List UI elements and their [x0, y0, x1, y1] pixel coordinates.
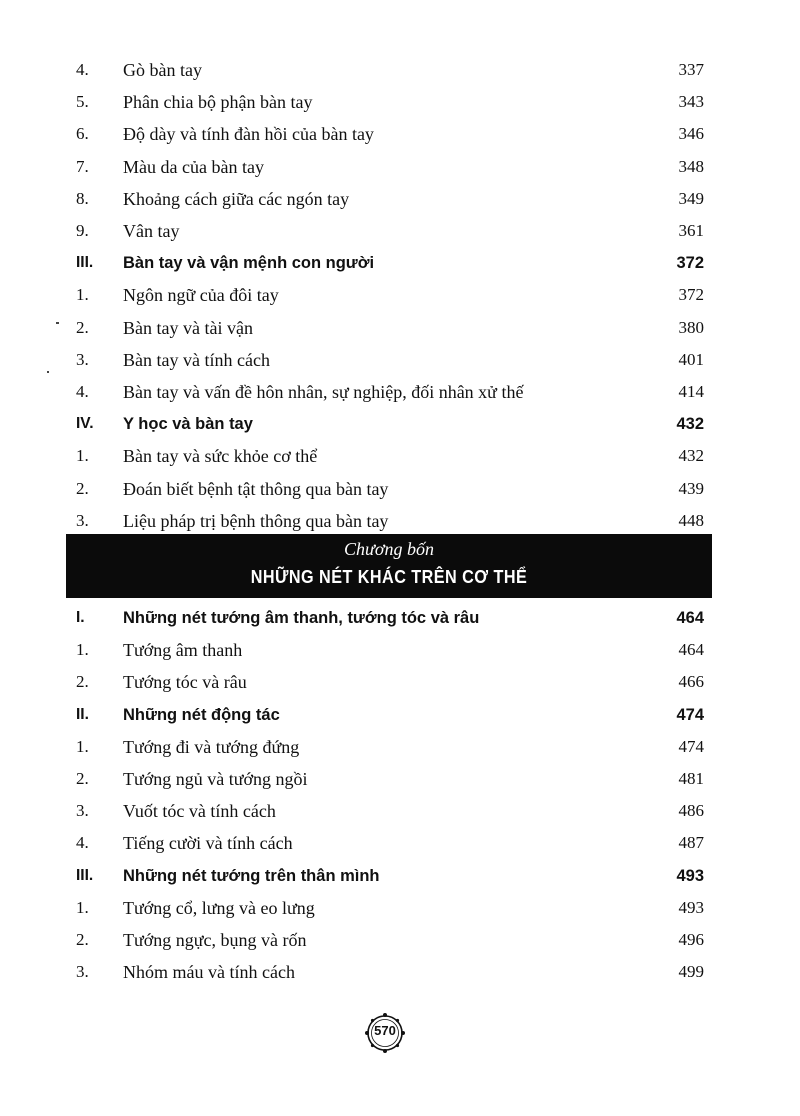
toc-entry-title: Tiếng cười và tính cách	[123, 833, 293, 854]
toc-entry-number: 2.	[76, 930, 89, 949]
toc-entry-page: 401	[678, 349, 704, 369]
toc-entry-number: 2.	[76, 317, 89, 337]
toc-entry-page: 349	[678, 188, 704, 208]
toc-entry-row	[76, 795, 704, 827]
toc-entry-page: 474	[676, 705, 704, 724]
toc-entry-title: Những nét động tác	[123, 705, 280, 724]
toc-entry-page: 448	[678, 510, 704, 530]
toc-entry-row	[76, 376, 704, 408]
toc-entry-number: 1.	[76, 285, 89, 305]
chapter-title: NHỮNG NÉT KHÁC TRÊN CƠ THỂ	[250, 567, 528, 587]
toc-entry-title: Tướng tóc và râu	[123, 672, 247, 693]
toc-entry-title: Tướng đi và tướng đứng	[123, 736, 300, 757]
toc-entry-row	[76, 892, 704, 924]
toc-entry-number: II.	[76, 705, 89, 723]
toc-entry-page: 432	[678, 446, 704, 466]
toc-entry-title: Tướng ngực, bụng và rốn	[123, 930, 307, 950]
toc-entry-row	[76, 151, 704, 183]
toc-entry-page: 432	[676, 415, 704, 434]
toc-entry-page: 486	[678, 801, 704, 821]
toc-entry-number: 4.	[76, 833, 89, 853]
scan-speck	[56, 322, 59, 324]
toc-section-row	[76, 699, 704, 731]
toc-entry-title: Những nét tướng trên thân mình	[123, 866, 380, 885]
toc-entry-title: Độ dày và tính đàn hồi của bàn tay	[123, 124, 374, 145]
toc-entry-number: 1.	[76, 736, 89, 756]
toc-entry-page: 464	[678, 640, 704, 660]
toc-entry-row	[76, 763, 704, 795]
toc-entry-page: 466	[678, 672, 704, 692]
toc-entry-title: Bàn tay và vận mệnh con người	[123, 254, 375, 273]
toc-entry-title: Y học và bàn tay	[123, 415, 253, 434]
toc-entry-page: 337	[678, 60, 704, 79]
toc-entry-number: 4.	[76, 60, 89, 79]
toc-entry-page: 487	[678, 833, 704, 853]
toc-entry-row	[76, 731, 704, 763]
toc-entry-row	[76, 473, 704, 505]
toc-entry-title: Liệu pháp trị bệnh thông qua bàn tay	[123, 510, 389, 531]
page-number-seal	[364, 1012, 406, 1054]
toc-entry-row	[76, 279, 704, 311]
toc-entry-title: Vân tay	[123, 221, 180, 241]
toc-entry-title: Khoảng cách giữa các ngón tay	[123, 188, 350, 209]
toc-entry-page: 372	[676, 254, 704, 273]
toc-entry-page: 499	[678, 962, 704, 982]
toc-entry-row	[76, 666, 704, 698]
toc-entry-number: 6.	[76, 124, 89, 144]
toc-section-row	[76, 247, 704, 279]
toc-entry-row	[76, 440, 704, 472]
toc-entry-number: 3.	[76, 801, 89, 821]
toc-entry-page: 346	[678, 124, 704, 144]
toc-entry-number: III.	[76, 866, 94, 884]
toc-entry-number: I.	[76, 609, 85, 626]
toc-section-row	[76, 408, 704, 440]
toc-section-row	[76, 860, 704, 892]
toc-entry-page: 361	[678, 221, 704, 240]
toc-entry-number: 2.	[76, 672, 89, 692]
toc-entry-row	[76, 215, 704, 247]
toc-entry-page: 474	[678, 736, 704, 756]
toc-entry-title: Tướng cổ, lưng và eo lưng	[123, 897, 315, 918]
toc-entry-title: Bàn tay và sức khỏe cơ thể	[123, 446, 318, 467]
toc-entry-title: Nhóm máu và tính cách	[123, 962, 295, 983]
toc-entry-page: 372	[678, 285, 704, 305]
toc-entry-page: 481	[678, 769, 704, 788]
toc-entry-title: Những nét tướng âm thanh, tướng tóc và râu	[123, 609, 480, 627]
toc-entry-page: 439	[678, 478, 704, 498]
toc-entry-row	[76, 956, 704, 988]
toc-entry-number: 9.	[76, 221, 89, 240]
toc-entry-page: 343	[678, 92, 704, 112]
toc-entry-number: 7.	[76, 156, 89, 176]
toc-entry-title: Bàn tay và vấn đề hôn nhân, sự nghiệp, đối nhân xử thế	[123, 382, 524, 402]
toc-entry-title: Gò bàn tay	[123, 60, 202, 80]
toc-entry-title: Phân chia bộ phận bàn tay	[123, 92, 313, 113]
toc-entry-number: 2.	[76, 769, 89, 788]
toc-entry-title: Vuốt tóc và tính cách	[123, 801, 276, 822]
toc-entry-title: Bàn tay và tính cách	[123, 349, 270, 370]
toc-entry-number: 5.	[76, 92, 89, 112]
toc-entry-title: Ngôn ngữ của đôi tay	[123, 285, 279, 306]
toc-entry-row	[76, 86, 704, 118]
toc-entry-page: 414	[678, 382, 704, 401]
toc-entry-page: 493	[676, 866, 704, 885]
toc-entry-title: Tướng ngủ và tướng ngồi	[123, 769, 308, 789]
toc-entry-number: III.	[76, 254, 94, 272]
toc-entry-title: Đoán biết bệnh tật thông qua bàn tay	[123, 478, 389, 499]
toc-entry-number: 3.	[76, 962, 89, 982]
toc-entry-page: 380	[678, 317, 704, 337]
page-number: 570	[374, 1023, 396, 1038]
toc-entry-page: 464	[676, 609, 704, 627]
toc-entry-row	[76, 312, 704, 344]
toc-entry-title: Màu da của bàn tay	[123, 156, 264, 177]
toc-entry-row	[76, 505, 704, 537]
toc-entry-number: 3.	[76, 349, 89, 369]
toc-entry-page: 496	[678, 930, 704, 949]
toc-section-row	[76, 602, 704, 634]
toc-entry-number: 1.	[76, 446, 89, 466]
toc-entry-number: 2.	[76, 478, 89, 498]
toc-entry-page: 493	[678, 897, 704, 917]
toc-entry-row	[76, 634, 704, 666]
toc-entry-title: Tướng âm thanh	[123, 640, 243, 661]
toc-entry-row	[76, 924, 704, 956]
toc-entry-number: IV.	[76, 415, 94, 433]
chapter-label: Chương bốn	[344, 539, 434, 559]
toc-entry-page: 348	[678, 156, 704, 176]
toc-entry-number: 4.	[76, 382, 89, 401]
toc-entry-row	[76, 118, 704, 150]
toc-entry-number: 1.	[76, 640, 89, 660]
scan-speck	[47, 371, 49, 373]
toc-entry-row	[76, 183, 704, 215]
toc-entry-row	[76, 827, 704, 859]
toc-entry-row	[76, 344, 704, 376]
toc-entry-number: 1.	[76, 897, 89, 917]
toc-entry-row	[76, 54, 704, 86]
toc-entry-number: 3.	[76, 510, 89, 530]
toc-entry-number: 8.	[76, 188, 89, 208]
chapter-banner	[66, 534, 712, 598]
toc-entry-title: Bàn tay và tài vận	[123, 317, 253, 338]
